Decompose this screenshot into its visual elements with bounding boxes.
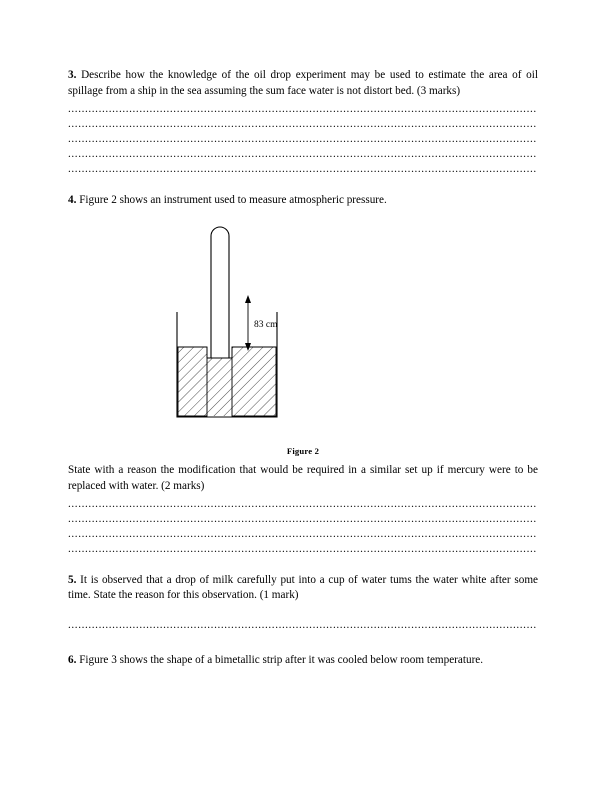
question-5-answer-lines — [68, 618, 538, 633]
spacer — [68, 177, 538, 193]
spacer — [68, 633, 538, 653]
answer-line: .......................................................................................................................................... — [68, 147, 537, 160]
page-content — [68, 68, 538, 669]
question-5-number: 5. — [68, 573, 77, 586]
question-4-followup-text: State with a reason the modification that would be required in a similar set up if mercury were to be replaced with water. (2 marks) — [68, 463, 538, 492]
answer-line: .......................................................................................................................................... — [68, 527, 537, 540]
question-4-followup — [68, 463, 538, 495]
answer-line: .......................................................................................................................................... — [68, 497, 537, 510]
figure-2-caption: Figure 2 — [286, 445, 320, 456]
answer-line: .......................................................................................................................................... — [68, 542, 537, 555]
answer-line: .......................................................................................................................................... — [68, 117, 537, 130]
mercury-left — [178, 347, 207, 416]
height-label: 83 cm — [254, 319, 278, 330]
question-3 — [68, 68, 538, 100]
question-5 — [68, 573, 538, 605]
answer-line: .......................................................................................................................................... — [68, 512, 537, 525]
answer-line: .......................................................................................................................................... — [68, 162, 537, 175]
answer-line: .......................................................................................................................................... — [68, 619, 537, 632]
answer-line: .......................................................................................................................................... — [68, 132, 537, 145]
height-arrow-head-top — [245, 295, 251, 303]
mercury-right — [232, 347, 276, 416]
question-4-answer-lines — [68, 497, 538, 557]
question-6-text: Figure 3 shows the shape of a bimetallic strip after it was cooled below room temperature. — [76, 654, 484, 667]
question-3-answer-lines — [68, 102, 538, 177]
barometer-tube — [211, 227, 229, 358]
answer-line: .......................................................................................................................................... — [68, 102, 537, 115]
figure-2-diagram — [173, 219, 433, 444]
question-3-text: Describe how the knowledge of the oil drop experiment may be used to estimate the area of oil spillage from a ship in the sea assuming the sum face water is not distort bed. (3 marks) — [68, 69, 538, 97]
question-6 — [68, 653, 538, 669]
question-4-number: 4. — [68, 193, 77, 206]
question-6-number: 6. — [68, 654, 77, 667]
spacer — [68, 455, 538, 463]
mercury-under-tube — [207, 358, 232, 416]
figure-2-container — [68, 219, 538, 455]
question-4-text: Figure 2 shows an instrument used to measure atmospheric pressure. — [76, 193, 387, 206]
question-5-text: It is observed that a drop of milk carefully put into a cup of water tums the water white after some time. State the reason for this observation. (1 mark) — [68, 573, 538, 602]
spacer — [68, 557, 538, 573]
question-3-number: 3. — [68, 69, 77, 81]
question-4 — [68, 193, 538, 209]
